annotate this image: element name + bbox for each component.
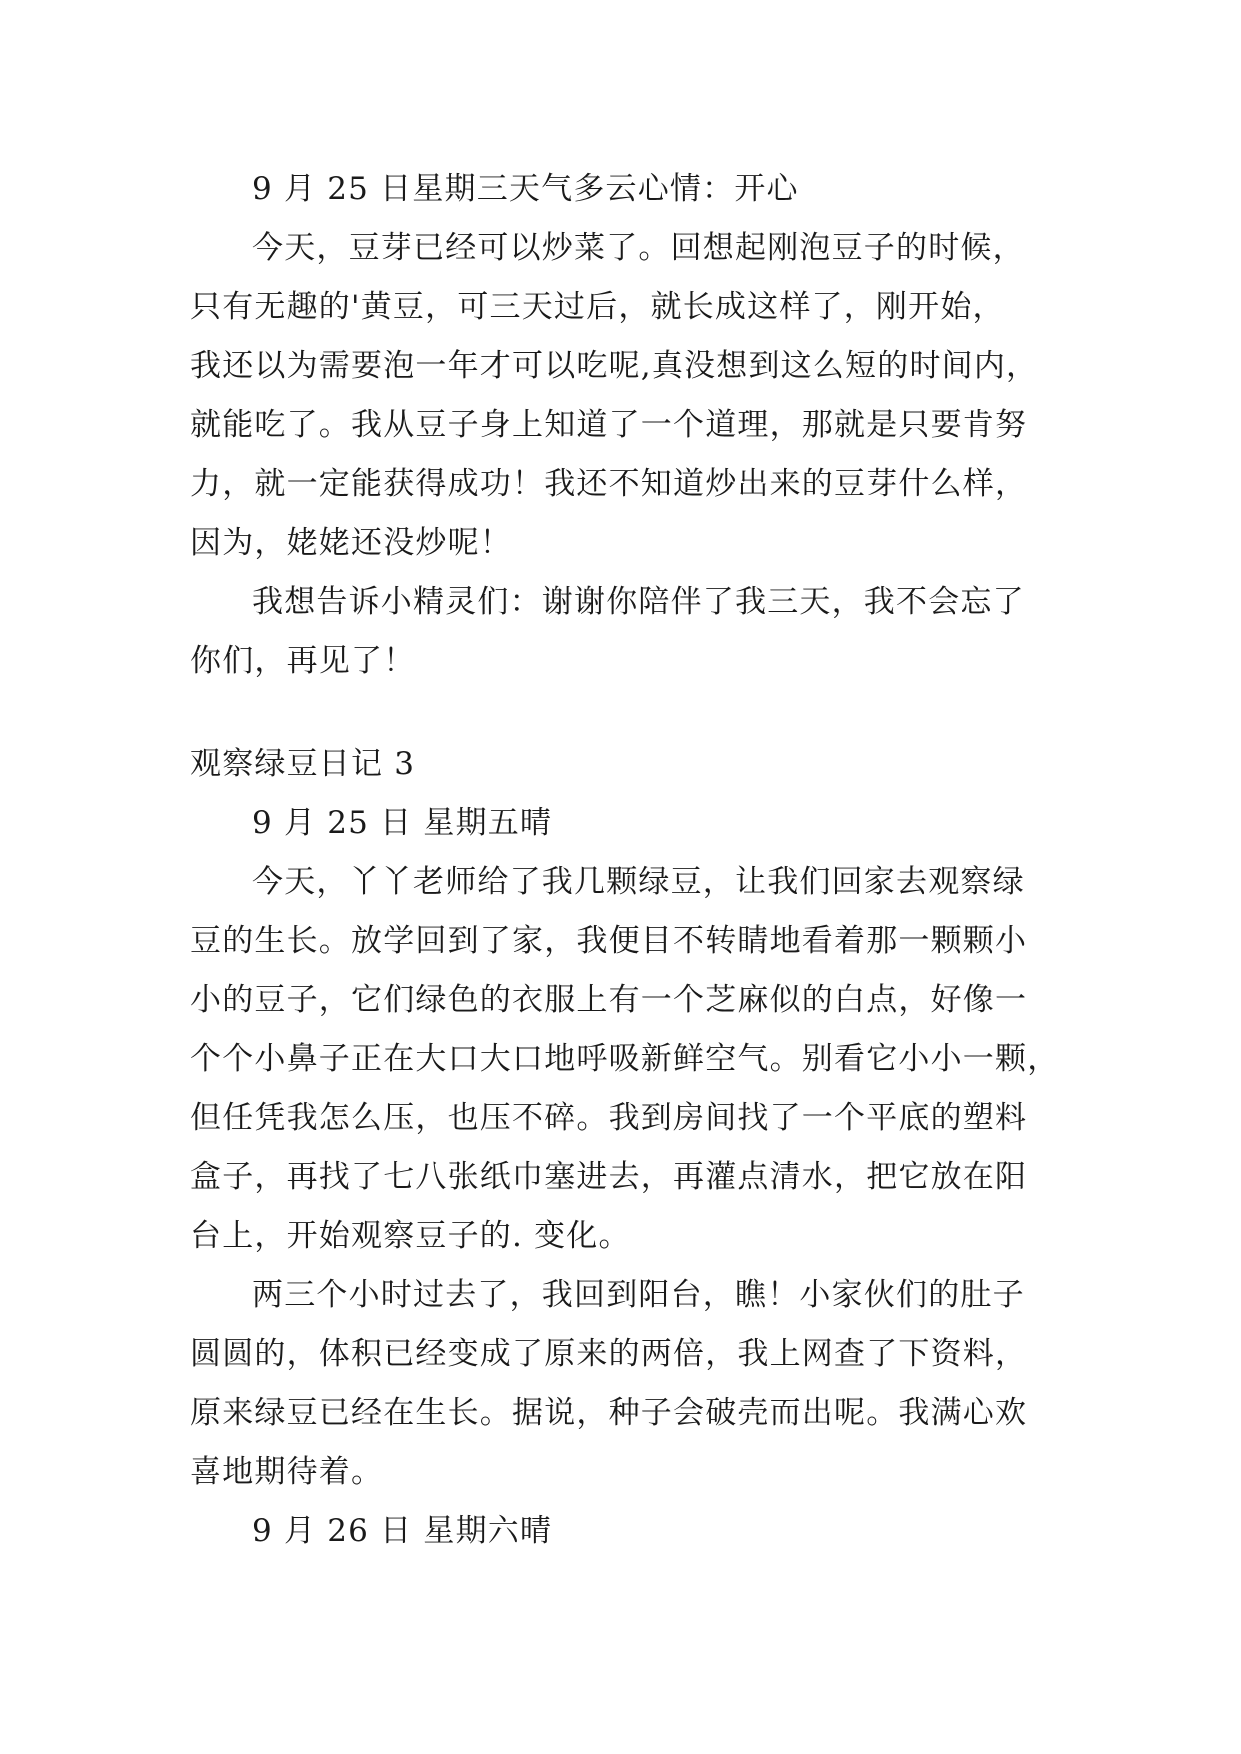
text-line: 原来绿豆已经在生长。据说，种子会破壳而出呢。我满心欢 bbox=[190, 1395, 1028, 1431]
text-line: 因为，姥姥还没炒呢！ bbox=[190, 525, 512, 561]
text-line: 今天，丫丫老师给了我几颗绿豆，让我们回家去观察绿 bbox=[252, 864, 1025, 900]
text-line: 我还以为需要泡一年才可以吃呢,真没想到这么短的时间内， bbox=[190, 348, 1039, 384]
entry1-paragraph-2 bbox=[190, 573, 1070, 691]
text-line: 力，就一定能获得成功！我还不知道炒出来的豆芽什么样， bbox=[190, 466, 1028, 502]
entry2-paragraph-1 bbox=[190, 853, 1070, 1266]
section-title: 观察绿豆日记 3 bbox=[190, 746, 416, 782]
text-line: 只有无趣的'黄豆，可三天过后，就长成这样了，刚开始， bbox=[190, 289, 1005, 325]
text-line: 豆的生长。放学回到了家，我便目不转睛地看着那一颗颗小 bbox=[190, 923, 1028, 959]
text-line: 我想告诉小精灵们：谢谢你陪伴了我三天，我不会忘了 bbox=[252, 584, 1025, 620]
text-line: 喜地期待着。 bbox=[190, 1454, 384, 1490]
entry3-date: 9 月 26 日 星期六晴 bbox=[252, 1513, 553, 1549]
text-line: 台上，开始观察豆子的. 变化。 bbox=[190, 1218, 631, 1254]
entry2-date: 9 月 25 日 星期五晴 bbox=[252, 805, 553, 841]
text-line: 今天，豆芽已经可以炒菜了。回想起刚泡豆子的时候， bbox=[252, 230, 1025, 266]
document-body bbox=[190, 160, 1070, 1561]
text-line: 两三个小时过去了，我回到阳台，瞧！小家伙们的肚子 bbox=[252, 1277, 1025, 1313]
entry1-paragraph-1 bbox=[190, 219, 1070, 573]
section-spacer bbox=[190, 691, 1070, 735]
text-line: 圆圆的，体积已经变成了原来的两倍，我上网查了下资料， bbox=[190, 1336, 1028, 1372]
text-line: 个个小鼻子正在大口大口地呼吸新鲜空气。别看它小小一颗， bbox=[190, 1041, 1060, 1077]
text-line: 你们，再见了！ bbox=[190, 643, 416, 679]
text-line: 盒子，再找了七八张纸巾塞进去，再灌点清水，把它放在阳 bbox=[190, 1159, 1028, 1195]
text-line: 小的豆子，它们绿色的衣服上有一个芝麻似的白点，好像一 bbox=[190, 982, 1028, 1018]
entry1-header: 9 月 25 日星期三天气多云心情：开心 bbox=[252, 171, 799, 207]
text-line: 但任凭我怎么压，也压不碎。我到房间找了一个平底的塑料 bbox=[190, 1100, 1028, 1136]
entry2-paragraph-2 bbox=[190, 1266, 1070, 1502]
text-line: 就能吃了。我从豆子身上知道了一个道理，那就是只要肯努 bbox=[190, 407, 1028, 443]
